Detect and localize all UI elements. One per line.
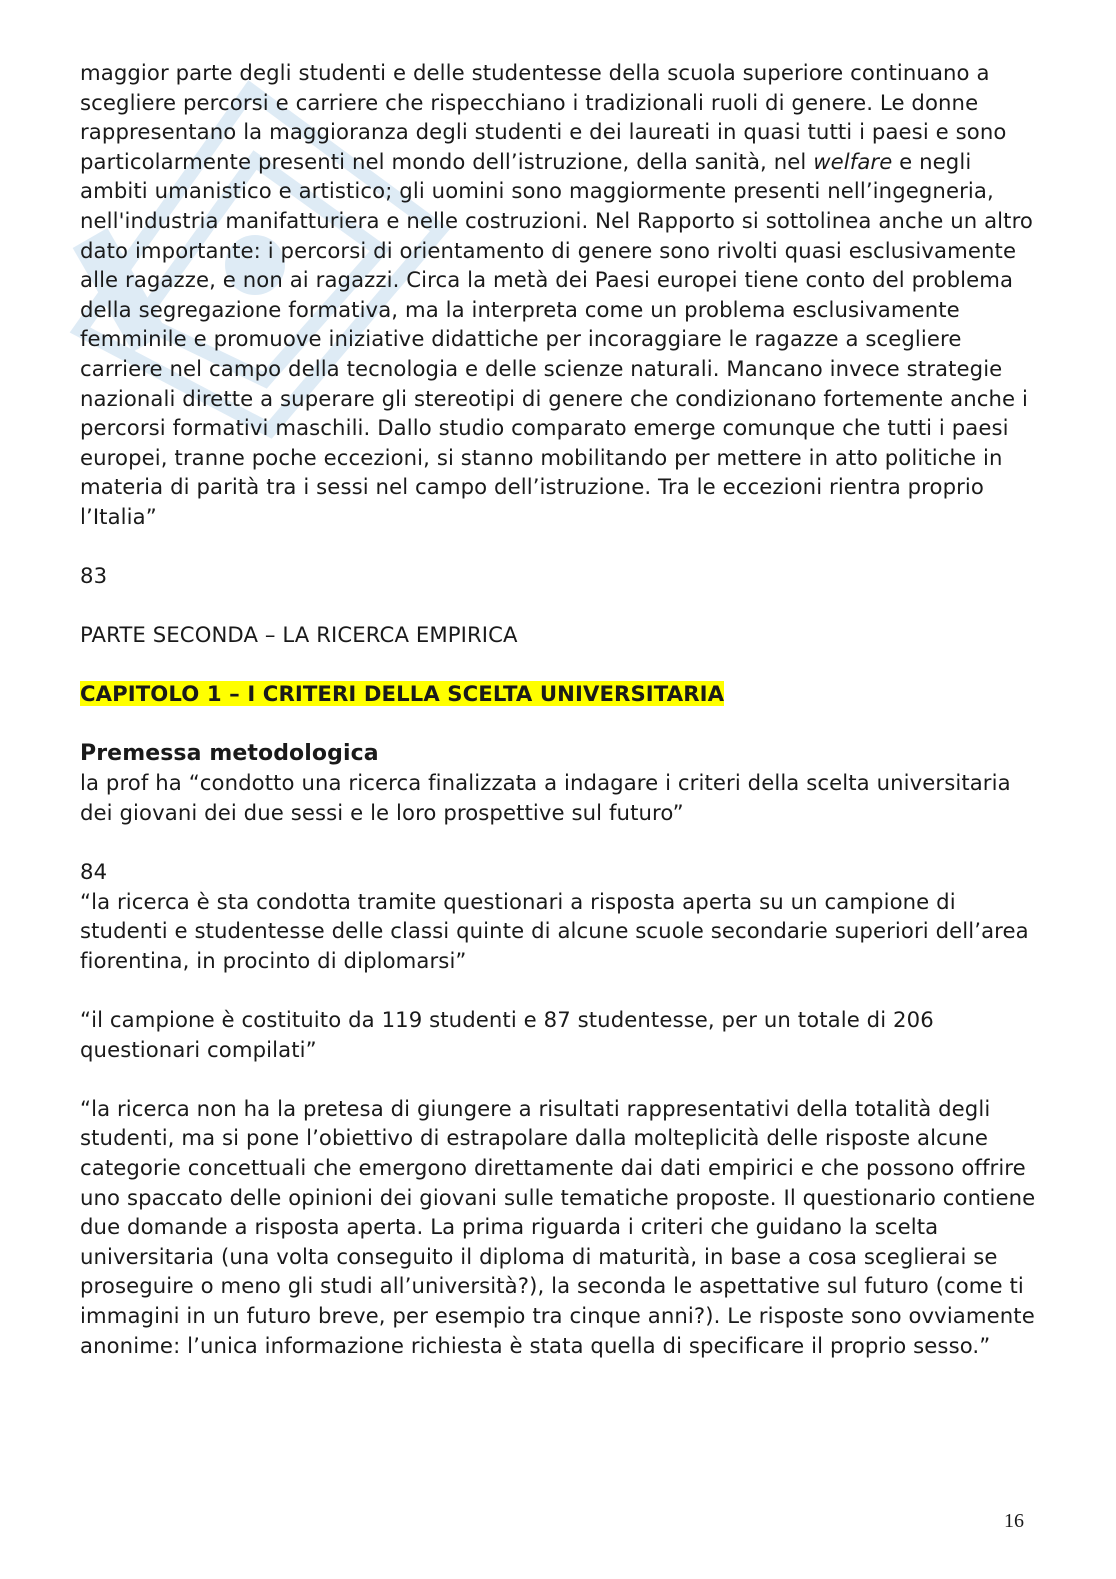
chapter-title: CAPITOLO 1 – I CRITERI DELLA SCELTA UNIVERSITARIA [80, 681, 725, 707]
page-number: 16 [1004, 1510, 1024, 1532]
part-title: PARTE SECONDA – LA RICERCA EMPIRICA [80, 622, 518, 648]
paragraph-gender-report [80, 58, 1040, 532]
paragraph-1-text-a: maggior parte degli studenti e delle studentesse della scuola superiore continuano a scegliere percorsi e carriere che rispecchiano i tradizionali ruoli di genere. Le donne rappresentano la maggioranza degli studenti e dei laureati in quasi tutti i paesi e sono particolarmente presenti nel mondo dell’istruzione, della sanità, nel [80, 60, 1007, 174]
paragraph-research-intro: la prof ha “condotto una ricerca finalizzata a indagare i criteri della scelta universitaria dei giovani dei due sessi e le loro prospettive sul futuro” [80, 770, 1011, 825]
paragraph-sample: “il campione è costituito da 119 studenti e 87 studentesse, per un totale di 206 questionari compilati” [80, 1007, 934, 1062]
section-heading: Premessa metodologica [80, 740, 379, 766]
document-body [80, 58, 1040, 1360]
paragraph-questionnaire-method: “la ricerca è sta condotta tramite questionari a risposta aperta su un campione di studenti e studentesse delle classi quinte di alcune scuole secondarie superiori dell’area fiorentina, in procinto di diplomarsi” [80, 888, 1029, 973]
paragraph-1-italic: welfare [813, 148, 893, 174]
page-reference-83: 83 [80, 563, 108, 589]
paragraph-research-goal: “la ricerca non ha la pretesa di giungere a risultati rappresentativi della totalità degli studenti, ma si pone l’obiettivo di estrapolare dalla molteplicità delle risposte alcune categorie concettuali che emergono direttamente dai dati empirici e che possono offrire uno spaccato delle opinioni dei giovani sulle tematiche proposte. Il questionario contiene due domande a risposta aperta. La prima riguarda i criteri che guidano la scelta universitaria (una volta conseguito il diploma di maturità, in base a cosa sceglierai se proseguire o meno gli studi all’università?), la seconda le aspettative sul futuro (come ti immagini in un futuro breve, per esempio tra cinque anni?). Le risposte sono ovviamente anonime: l’unica informazione richiesta è stata quella di specificare il proprio sesso.” [80, 1095, 1036, 1358]
page-reference-84: 84 [80, 859, 108, 885]
paragraph-1-text-b: e negli ambiti umanistico e artistico; gli uomini sono maggiormente presenti nell’ingegneria, nell'industria manifatturiera e nelle costruzioni. Nel Rapporto si sottolinea anche un altro dato importante: i percorsi di orientamento di genere sono rivolti quasi esclusivamente alle ragazze, e non ai ragazzi. Circa la metà dei Paesi europei tiene conto del problema della segregazione formativa, ma la interpreta come un problema esclusivamente femminile e promuove iniziative didattiche per incoraggiare le ragazze a scegliere carriere nel campo della tecnologia e delle scienze naturali. Mancano invece strategie nazionali dirette a superare gli stereotipi di genere che condizionano fortemente anche i percorsi formativi maschili. Dallo studio comparato emerge comunque che tutti i paesi europei, tranne poche eccezioni, si stanno mobilitando per mettere in atto politiche in materia di parità tra i sessi nel campo dell’istruzione. Tra le eccezioni rientra proprio l’Italia” [80, 148, 1033, 529]
